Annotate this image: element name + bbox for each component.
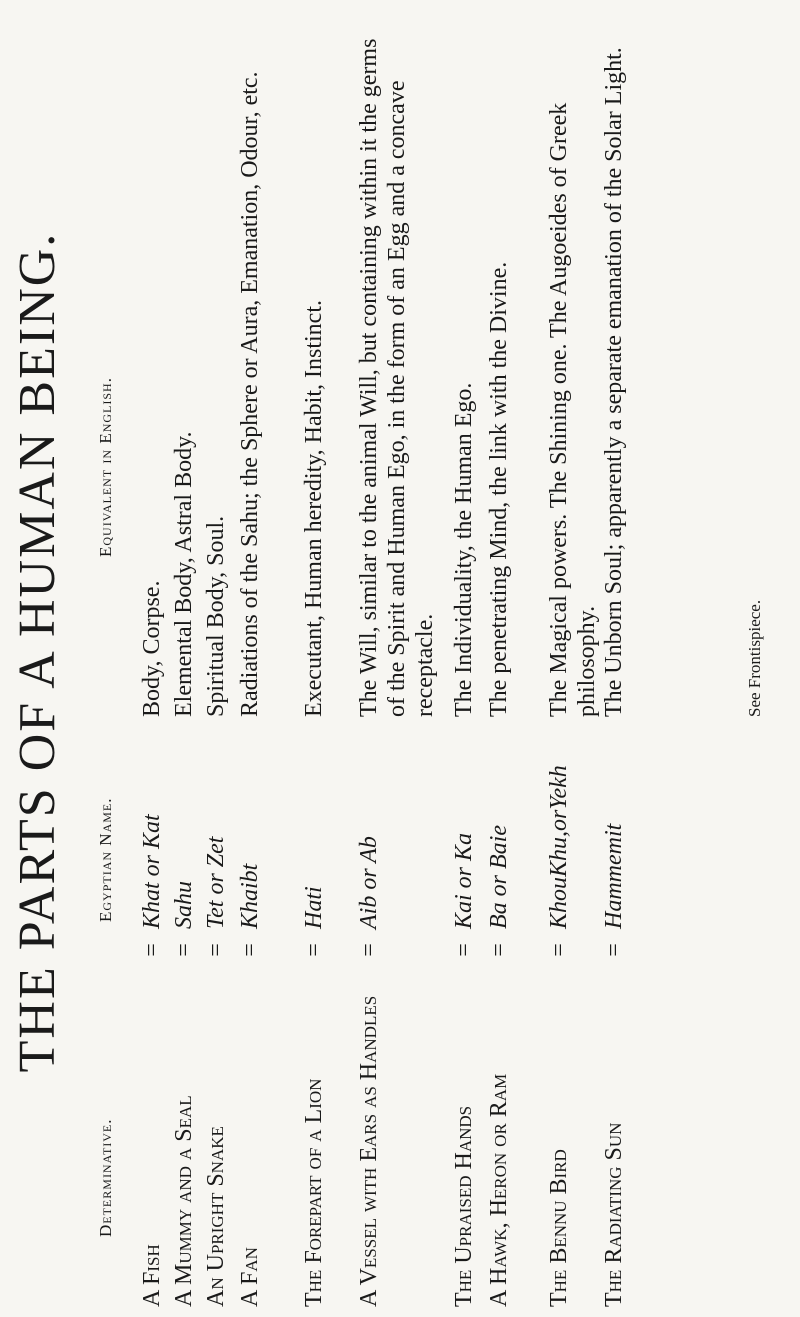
english-equivalent-cell: The penetrating Mind, the link with the Divine. xyxy=(486,261,512,717)
english-equivalent-cell: The Will, similar to the animal Will, but containing within it the germs of the Spirit and Human Ego, in the form of an Egg and a concave receptacle. xyxy=(356,38,438,717)
egyptian-name-cell: Hati xyxy=(301,886,327,929)
determinative-cell: A Fan xyxy=(237,1247,263,1307)
header-determinative: Determinative. xyxy=(96,1118,115,1237)
equals-sign: = xyxy=(237,943,263,957)
determinative-cell: The Bennu Bird xyxy=(546,1149,572,1307)
egyptian-name-cell: Khat or Kat xyxy=(139,814,165,929)
header-equivalent: Equivalent in English. xyxy=(96,377,115,557)
equals-sign: = xyxy=(171,943,197,957)
determinative-cell: The Radiating Sun xyxy=(601,1122,627,1307)
equals-sign: = xyxy=(486,943,512,957)
english-equivalent-cell: Body, Corpse. xyxy=(139,580,165,717)
egyptian-name-cell: KhouKhu,orYekh xyxy=(546,765,572,929)
egyptian-name-cell: Ba or Baie xyxy=(486,825,512,929)
equals-sign: = xyxy=(139,943,165,957)
determinative-cell: A Mummy and a Seal xyxy=(171,1095,197,1307)
egyptian-name-cell: Kai or Ka xyxy=(451,832,477,929)
page-title: THE PARTS OF A HUMAN BEING. xyxy=(9,231,66,1073)
determinative-cell: An Upright Snake xyxy=(203,1126,229,1307)
equals-sign: = xyxy=(601,943,627,957)
english-equivalent-cell: Executant, Human heredity, Habit, Instinct. xyxy=(301,300,327,717)
equals-sign: = xyxy=(301,943,327,957)
determinative-cell: The Forepart of a Lion xyxy=(301,1078,327,1307)
equals-sign: = xyxy=(203,943,229,957)
egyptian-name-cell: Sahu xyxy=(171,881,197,929)
footer-note: See Frontispiece. xyxy=(745,599,764,717)
determinative-cell: The Upraised Hands xyxy=(451,1105,477,1307)
english-equivalent-cell: The Individuality, the Human Ego. xyxy=(451,382,477,717)
egyptian-name-cell: Hammemit xyxy=(601,823,627,929)
determinative-cell: A Vessel with Ears as Handles xyxy=(356,995,382,1307)
english-equivalent-cell: The Unborn Soul; apparently a separate emanation of the Solar Light. xyxy=(601,47,627,717)
english-equivalent-cell: Spiritual Body, Soul. xyxy=(203,515,229,717)
equals-sign: = xyxy=(356,943,382,957)
equals-sign: = xyxy=(451,943,477,957)
header-egyptian-name: Egyptian Name. xyxy=(96,797,115,922)
english-equivalent-cell: Elemental Body, Astral Body. xyxy=(171,431,197,717)
egyptian-name-cell: Aib or Ab xyxy=(356,836,382,929)
determinative-cell: A Fish xyxy=(139,1244,165,1307)
determinative-cell: A Hawk, Heron or Ram xyxy=(486,1073,512,1307)
egyptian-name-cell: Khaibt xyxy=(237,863,263,929)
english-equivalent-cell: Radiations of the Sahu; the Sphere or Aura, Emanation, Odour, etc. xyxy=(237,71,263,717)
equals-sign: = xyxy=(546,943,572,957)
egyptian-name-cell: Tet or Zet xyxy=(203,836,229,929)
english-equivalent-cell: The Magical powers. The Shining one. The Augoeides of Greek philosophy. xyxy=(546,102,600,717)
